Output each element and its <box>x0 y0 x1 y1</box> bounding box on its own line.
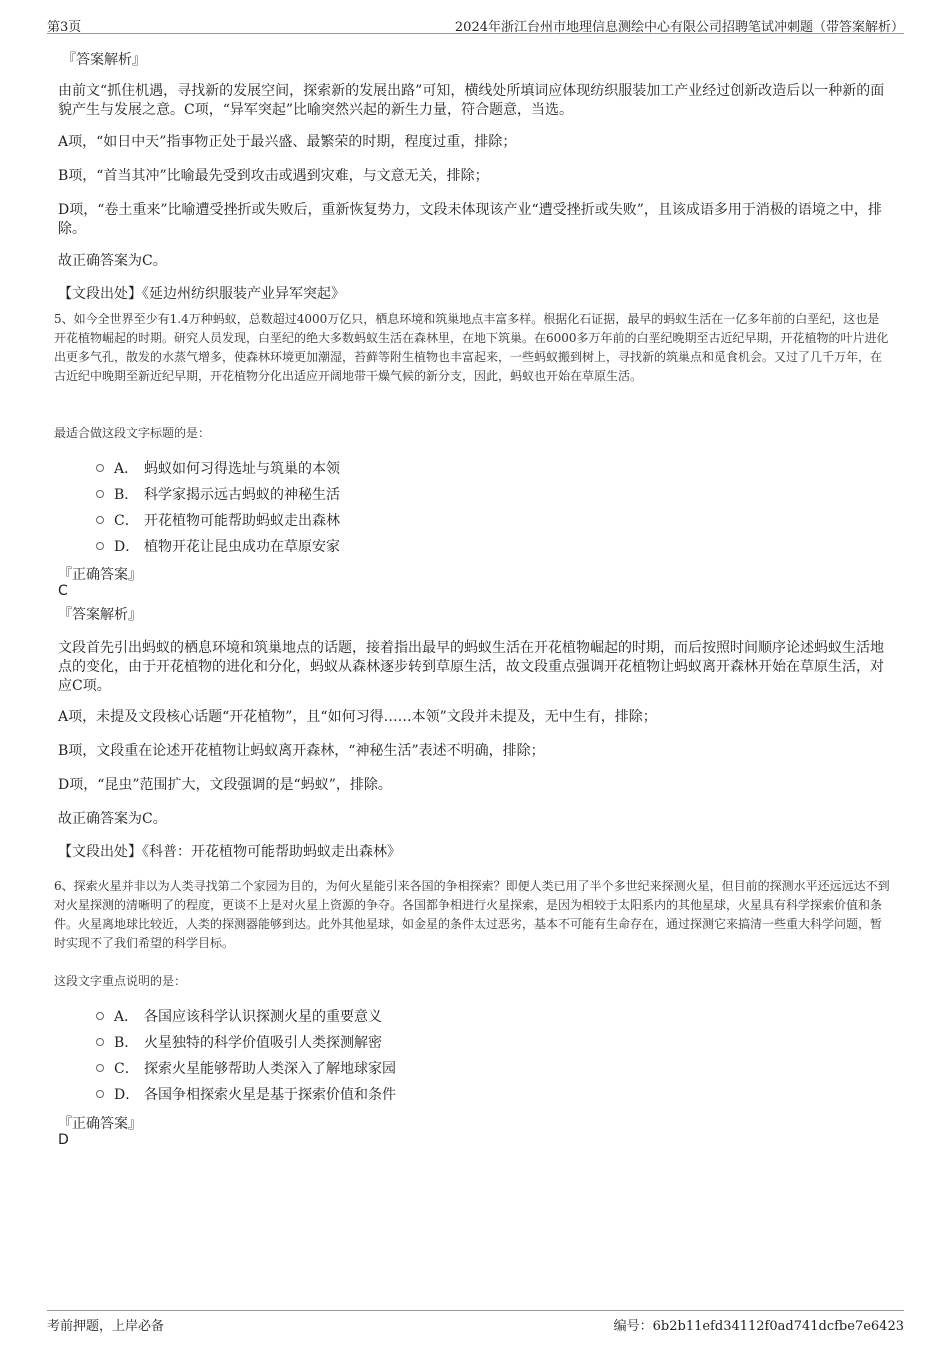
radio-icon[interactable] <box>96 1064 104 1072</box>
radio-icon[interactable] <box>96 1090 104 1098</box>
page-header <box>47 14 904 34</box>
q4-analysis-paragraph: B项，“首当其冲”比喻最先受到攻击或遇到灾难，与文意无关，排除； <box>58 168 489 184</box>
q5-analysis-paragraph: 文段首先引出蚂蚁的栖息环境和筑巢地点的话题，接着指出最早的蚂蚁生活在开花植物崛起的时期，而后按照时间顺序论述蚂蚁生活地点的变化，由于开花植物的进化和分化，蚂蚁从森林逐步转到草原生活，故文段重点强调开花植物让蚂蚁离开森林开始在草原生活，对应C项。 <box>58 640 884 694</box>
q5-option-d[interactable]: D． 植物开花让昆虫成功在草原安家 <box>96 533 340 559</box>
q5-analysis-paragraph: A项，未提及文段核心话题“开花植物”，且“如何习得……本领”文段并未提及，无中生有，排除； <box>58 709 657 725</box>
q6-answer-tag: 『正确答案』 <box>58 1116 142 1132</box>
q5-analysis-tag: 『答案解析』 <box>58 607 142 623</box>
q5-analysis-paragraph: B项，文段重在论述开花植物让蚂蚁离开森林，“神秘生活”表述不明确，排除； <box>58 743 545 759</box>
q5-stem: 5、如今全世界至少有1.4万种蚂蚁，总数超过4000万亿只，栖息环境和筑巢地点丰富多样。根据化石证据，最早的蚂蚁生活在一亿多年前的白垩纪，这也是开花植物崛起的时期。研究人员发现，白垩纪的绝大多数蚂蚁生活在森林里，在地下筑巢。在6000多万年前的白垩纪晚期至古近纪早期，开花植物的叶片进化出更多气孔，散发的水蒸气增多，使森林环境更加潮湿，苔藓等附生植物也丰富起来，一些蚂蚁搬到树上，寻找新的筑巢点和觅食机会。又过了几千万年，在古近纪中晚期至新近纪早期，开花植物分化出适应开阔地带干燥气候的新分支，因此，蚂蚁也开始在草原生活。 <box>54 312 889 383</box>
radio-icon[interactable] <box>96 1038 104 1046</box>
q5-options <box>96 455 340 559</box>
radio-icon[interactable] <box>96 542 104 550</box>
q4-conclusion: 故正确答案为C。 <box>58 253 167 269</box>
q5-answer-tag: 『正确答案』 <box>58 567 142 583</box>
q6-prompt: 这段文字重点说明的是： <box>54 974 187 988</box>
q4-analysis-paragraph: A项，“如日中天”指事物正处于最兴盛、最繁荣的时期，程度过重，排除； <box>58 134 517 150</box>
q6-option-d[interactable]: D． 各国争相探索火星是基于探索价值和条件 <box>96 1081 396 1107</box>
radio-icon[interactable] <box>96 516 104 524</box>
q5-source: 【文段出处】《科普：开花植物可能帮助蚂蚁走出森林》 <box>58 844 401 860</box>
q5-option-b[interactable]: B． 科学家揭示远古蚂蚁的神秘生活 <box>96 481 340 507</box>
q5-option-c[interactable]: C． 开花植物可能帮助蚂蚁走出森林 <box>96 507 340 533</box>
radio-icon[interactable] <box>96 464 104 472</box>
q4-analysis-paragraph: 由前文“抓住机遇，寻找新的发展空间，探索新的发展出路”可知，横线处所填词应体现纺织服装加工产业经过创新改造后以一种新的面貌产生与发展之意。C项，“异军突起”比喻突然兴起的新生力量，符合题意，当选。 <box>58 83 885 118</box>
q4-analysis-paragraph: D项，“卷土重来”比喻遭受挫折或失败后，重新恢复势力，文段未体现该产业“遭受挫折或失败”，且该成语多用于消极的语境之中，排除。 <box>58 202 882 237</box>
q6-option-c[interactable]: C． 探索火星能够帮助人类深入了解地球家园 <box>96 1055 396 1081</box>
q6-option-b[interactable]: B． 火星独特的科学价值吸引人类探测解密 <box>96 1029 396 1055</box>
document-title: 2024年浙江台州市地理信息测绘中心有限公司招聘笔试冲刺题（带答案解析） <box>454 20 904 35</box>
q5-conclusion: 故正确答案为C。 <box>58 811 167 827</box>
document-id: 编号：6b2b11efd34112f0ad741dcfbe7e6423 <box>613 1319 904 1334</box>
q4-analysis-tag: 『答案解析』 <box>62 52 146 68</box>
radio-icon[interactable] <box>96 490 104 498</box>
q4-source: 【文段出处】《延边州纺织服装产业异军突起》 <box>58 286 345 302</box>
q5-answer: C <box>58 583 68 599</box>
q5-analysis-paragraph: D项，“昆虫”范围扩大，文段强调的是“蚂蚁”，排除。 <box>58 777 392 793</box>
q6-answer: D <box>58 1132 69 1148</box>
page-footer <box>47 1310 904 1335</box>
radio-icon[interactable] <box>96 1012 104 1020</box>
q6-stem: 6、探索火星并非以为人类寻找第二个家园为目的，为何火星能引来各国的争相探索？即便人类已用了半个多世纪来探测火星，但目前的探测水平还远远达不到对火星探测的清晰明了的程度，更谈不上是对火星上资源的争夺。各国都争相进行火星探索，是因为相较于太阳系内的其他星球，火星具有科学探索价值和条件。火星离地球比较近，人类的探测器能够到达。此外其他星球，如金星的条件太过恶劣，基本不可能有生命存在，通过探测它来搞清一些重大科学问题，暂时实现不了我们希望的科学目标。 <box>54 879 890 950</box>
q6-option-a[interactable]: A． 各国应该科学认识探测火星的重要意义 <box>96 1003 396 1029</box>
q5-prompt: 最适合做这段文字标题的是： <box>54 426 211 440</box>
footer-slogan: 考前押题，上岸必备 <box>47 1319 165 1334</box>
q5-option-a[interactable]: A． 蚂蚁如何习得选址与筑巢的本领 <box>96 455 340 481</box>
q6-options <box>96 1003 396 1107</box>
page-number: 第3页 <box>47 20 82 35</box>
